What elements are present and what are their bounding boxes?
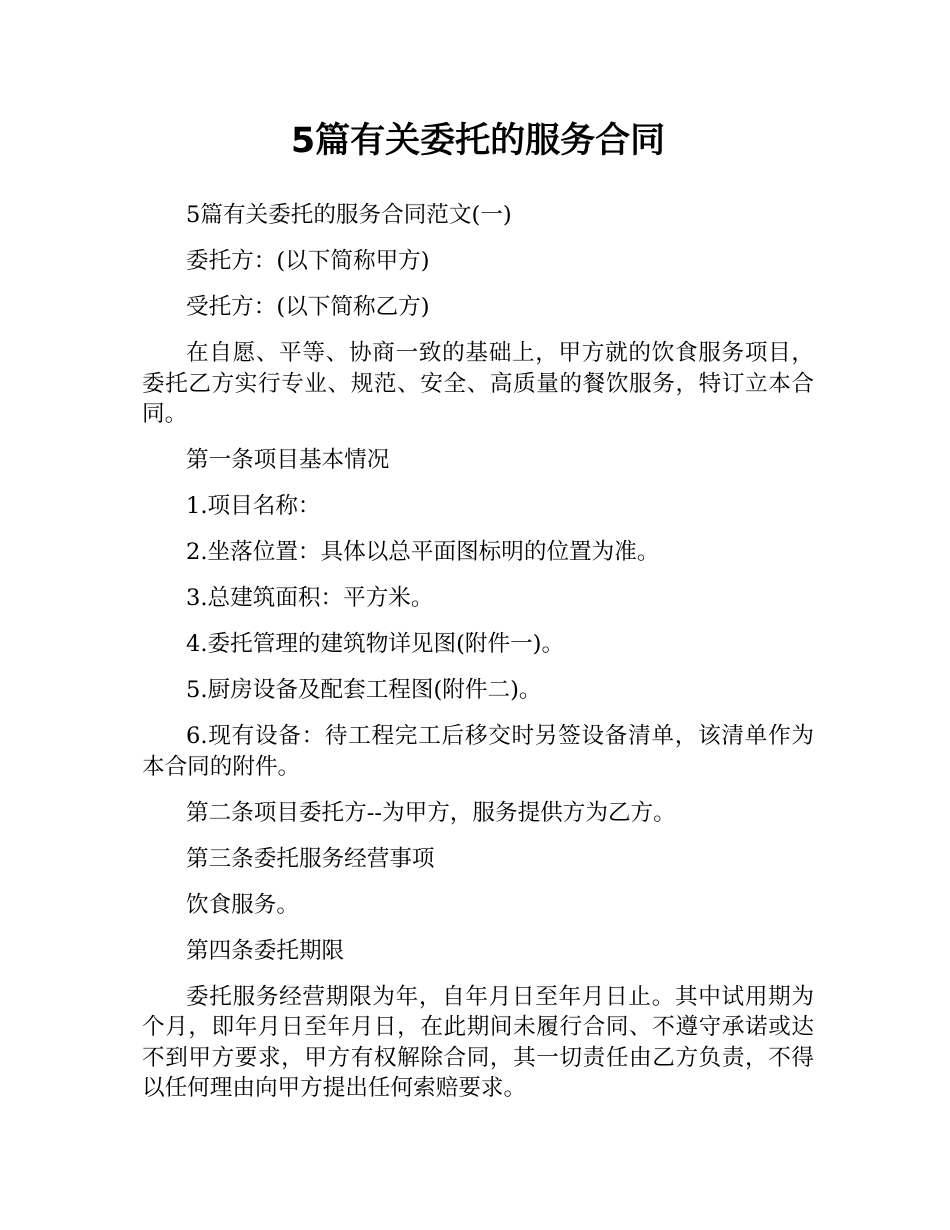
paragraph-preamble: 在自愿、平等、协商一致的基础上，甲方就的饮食服务项目，委托乙方实行专业、规范、安全、高质量的餐饮服务，特订立本合同。 xyxy=(142,340,814,427)
paragraph-item-4: 4.委托管理的建筑物详见图(附件一)。 xyxy=(186,631,565,657)
paragraph-item-6: 6.现有设备：待工程完工后移交时另签设备清单，该清单作为本合同的附件。 xyxy=(142,723,814,780)
paragraph-party-a: 委托方：(以下简称甲方) xyxy=(186,248,430,274)
document-page xyxy=(142,0,814,1230)
paragraph-article-3: 第三条委托服务经营事项 xyxy=(186,845,435,872)
paragraph-article-4: 第四条委托期限 xyxy=(186,937,345,964)
document-title: 5篇有关委托的服务合同 xyxy=(290,121,666,161)
paragraph-service-scope: 饮食服务。 xyxy=(186,891,299,918)
paragraph-heading-sample: 5篇有关委托的服务合同范文(一) xyxy=(186,202,512,228)
paragraph-item-1: 1.项目名称： xyxy=(186,493,321,519)
paragraph-party-b: 受托方：(以下简称乙方) xyxy=(186,294,430,320)
paragraph-item-5: 5.厨房设备及配套工程图(附件二)。 xyxy=(186,677,542,703)
paragraph-article-2: 第二条项目委托方--为甲方，服务提供方为乙方。 xyxy=(186,799,676,826)
paragraph-article-1: 第一条项目基本情况 xyxy=(186,447,390,473)
paragraph-item-3: 3.总建筑面积：平方米。 xyxy=(186,585,434,611)
paragraph-term-details: 委托服务经营期限为年，自年月日至年月日止。其中试用期为个月，即年月日至年月日，在此期间未履行合同、不遵守承诺或达不到甲方要求，甲方有权解除合同，其一切责任由乙方负责，不得以任何理由向甲方提出任何索赔要求。 xyxy=(142,983,814,1101)
document-body xyxy=(142,200,814,1119)
paragraph-item-2: 2.坐落位置：具体以总平面图标明的位置为准。 xyxy=(186,539,660,565)
